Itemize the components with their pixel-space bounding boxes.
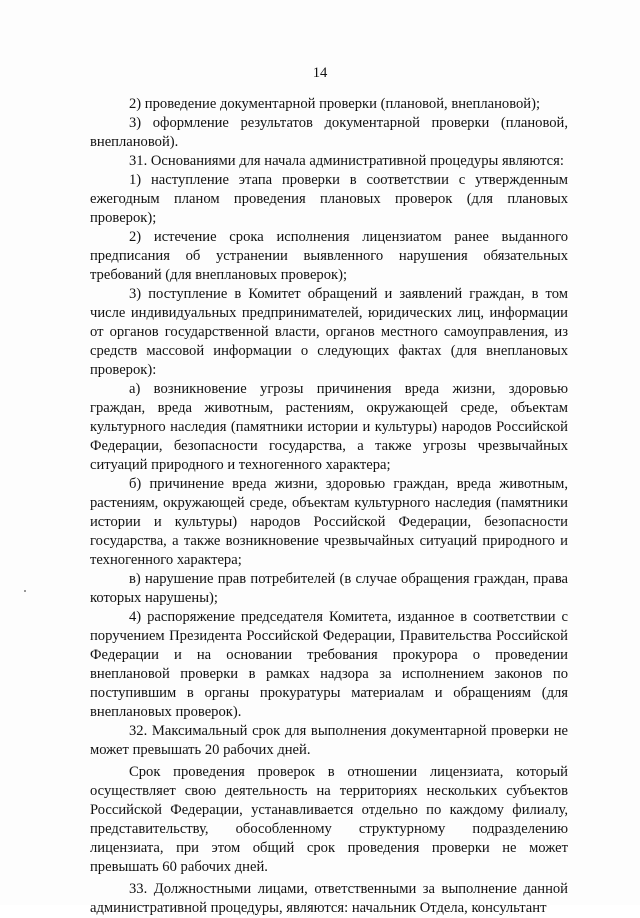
paragraph-31-item-3: 3) поступление в Комитет обращений и заявлений граждан, в том числе индивидуальных предпринимателей, юридических лиц, информации от органов государственной власти, органов местного самоуправления, из средств массовой информации о следующих фактах (для внеплановых проверок): <box>90 286 568 378</box>
paragraph-31: 31. Основаниями для начала административной процедуры являются: <box>129 153 564 169</box>
paragraph-32-term: Срок проведения проверок в отношении лицензиата, который осуществляет свою деятельность на территориях нескольких субъектов Российской Федерации, устанавливается отдельно по каждому филиалу, представительству, обособленному структурному подразделению лицензиата, при этом общий срок проведения проверки не может превышать 60 рабочих дней. <box>90 764 568 875</box>
paragraph-31-item-2: 2) истечение срока исполнения лицензиатом ранее выданного предписания об устранении выявленного нарушения обязательных требований (для внеплановых проверок); <box>90 229 568 283</box>
paragraph-item-3: 3) оформление результатов документарной проверки (плановой, внеплановой). <box>90 115 568 150</box>
paragraph-31-item-4: 4) распоряжение председателя Комитета, изданное в соответствии с поручением Президента Российской Федерации, Правительства Российской Федерации и на основании требования прокурора о проведении внеплановой проверки в рамках надзора за исполнением законов по поступившим в органы прокуратуры материалам и обращениям (для внеплановых проверок). <box>90 609 568 720</box>
paragraph-31-subitem-v: в) нарушение прав потребителей (в случае обращения граждан, права которых нарушены); <box>90 571 568 606</box>
paragraph-33: 33. Должностными лицами, ответственными за выполнение данной административной процедуры, являются: начальник Отдела, консультант <box>90 881 568 916</box>
paragraph-31-subitem-a: а) возникновение угрозы причинения вреда жизни, здоровью граждан, вреда животным, растениям, окружающей среде, объектам культурного наследия (памятники истории и культуры) народов Российской Федерации, безопасности государства, а также угрозы чрезвычайных ситуаций природного и техногенного характера; <box>90 381 568 473</box>
paragraph-item-2: 2) проведение документарной проверки (плановой, внеплановой); <box>129 96 541 112</box>
paragraph-31-item-1: 1) наступление этапа проверки в соответствии с утвержденным ежегодным планом проведения плановых проверок (для плановых проверок); <box>90 172 568 226</box>
document-body <box>90 95 568 918</box>
paragraph-31-subitem-b: б) причинение вреда жизни, здоровью граждан, вреда животным, растениям, окружающей среде, объектам культурного наследия (памятники истории и культуры) народов Российской Федерации, безопасности государства, а также возникновение чрезвычайных ситуаций природного и техногенного характера; <box>90 476 568 568</box>
paragraph-32: 32. Максимальный срок для выполнения документарной проверки не может превышать 20 рабочих дней. <box>90 723 568 758</box>
scan-margin-mark <box>24 590 26 592</box>
page-number: 14 <box>312 65 328 81</box>
